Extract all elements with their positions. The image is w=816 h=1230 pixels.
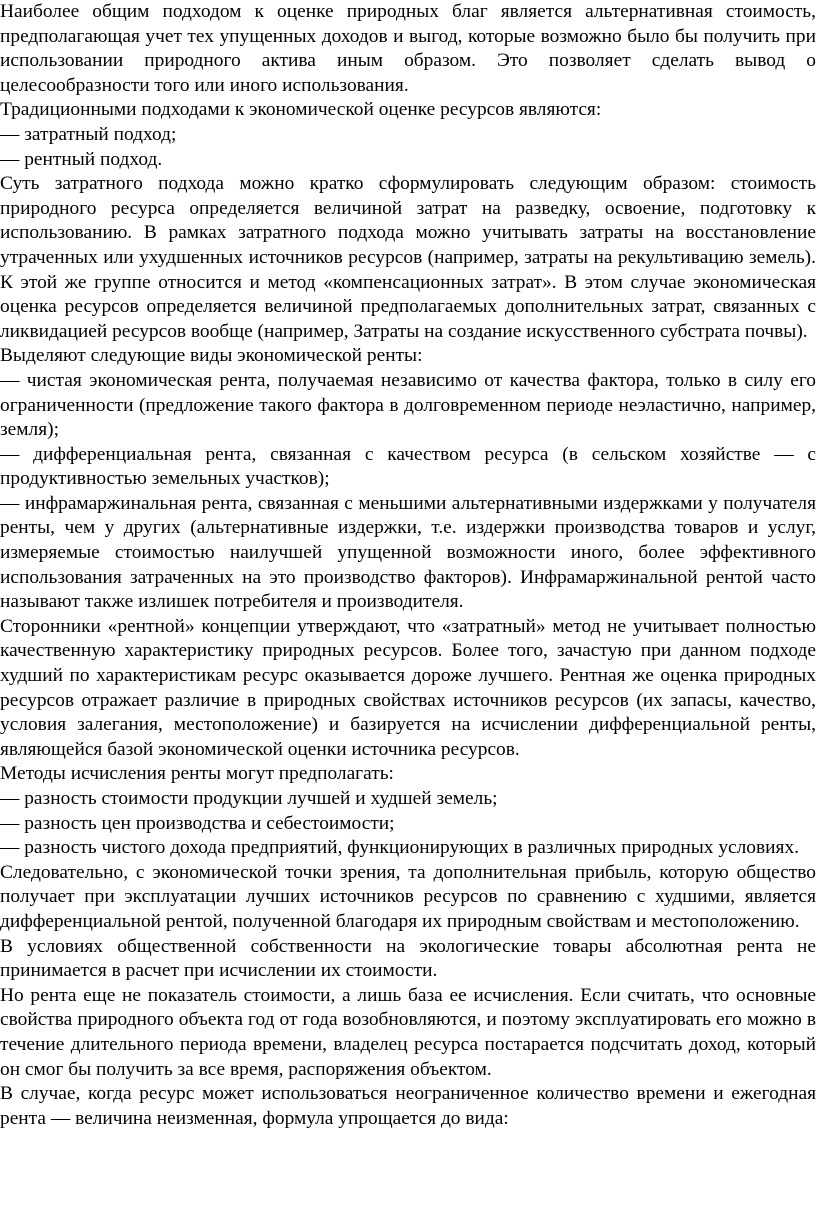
- paragraph-rent-types-intro: Выделяют следующие виды экономической ренты:: [0, 345, 423, 367]
- list-item-net-income-difference: — разность чистого дохода предприятий, функционирующих в различных природных условиях.: [0, 837, 799, 859]
- paragraph-rent-as-base: Но рента еще не показатель стоимости, а лишь база ее исчисления. Если считать, что основные свойства природного объекта год от года возобновляются, и поэтому эксплуатировать его можно в течение длительного периода времени, владелец ресурса постарается подсчитать доход, который он смог бы получить за все время, распоряжения объектом.: [0, 984, 816, 1080]
- paragraph-formula-intro: В случае, когда ресурс может использоваться неограниченное количество времени и ежегодная рента — величина неизменная, формула упрощается до вида:: [0, 1083, 816, 1129]
- list-item-cost-approach: — затратный подход;: [0, 123, 177, 145]
- paragraph-additional-profit: Следовательно, с экономической точки зрения, та дополнительная прибыль, которую общество получает при эксплуатации лучших источников ресурсов по сравнению с худшими, является дифференциальной рентой, полученной благодаря их природным свойствам и местоположению.: [0, 861, 816, 932]
- list-item-pure-rent: — чистая экономическая рента, получаемая независимо от качества фактора, только в силу его ограниченности (предложение такого фактора в долговременном периоде неэластично, например, земля);: [0, 369, 816, 441]
- paragraph-cost-approach-essence: Суть затратного подхода можно кратко сформулировать следующим образом: стоимость природного ресурса определяется величиной затрат на разведку, освоение, подготовку к использованию. В рамках затратного подхода можно учитывать затраты на восстановление утраченных или ухудшенных источников ресурсов (например, затраты на рекультивацию земель). К этой же группе относится и метод «компенсационных затрат». В этом случае экономическая оценка ресурсов определяется величиной предполагаемых дополнительных затрат, связанных с ликвидацией ресурсов вообще (например, Затраты на создание искусственного субстрата почвы).: [0, 173, 816, 342]
- list-item-differential-rent: — дифференциальная рента, связанная с качеством ресурса (в сельском хозяйстве — с продуктивностью земельных участков);: [0, 443, 816, 490]
- list-item-land-cost-difference: — разность стоимости продукции лучшей и худшей земель;: [0, 788, 498, 809]
- list-item-rent-approach: — рентный подход.: [0, 148, 163, 170]
- paragraph-rent-methods-intro: Методы исчисления ренты могут предполагать:: [0, 763, 394, 785]
- list-item-inframarginal-rent: — инфрамаржинальная рента, связанная с меньшими альтернативными издержками у получателя ренты, чем у других (альтернативные издержки, т.е. издержки производства товаров и услуг, измеряемые стоимостью наилучшей упущенной возможности иного, более эффективного использования затраченных на это производство факторов). Инфрамаржинальной рентой часто называют также излишек потребителя и производителя.: [0, 492, 816, 613]
- paragraph-rent-concept-supporters: Сторонники «рентной» концепции утверждают, что «затратный» метод не учитывает полностью качественную характеристику природных ресурсов. Более того, зачастую при данном подходе худший по характеристикам ресурс оказывается дороже лучшего. Рентная же оценка природных ресурсов отражает различие в природных свойствах источников ресурсов (их запасы, качество, условия залегания, местоположение) и базируется на исчислении дифференциальной ренты, являющейся базой экономической оценки источника ресурсов.: [0, 615, 816, 760]
- paragraph-traditional-approaches: Традиционными подходами к экономической оценке ресурсов являются:: [0, 99, 602, 121]
- paragraph-public-ownership: В условиях общественной собственности на экологические товары абсолютная рента не принимается в расчет при исчислении их стоимости.: [0, 935, 816, 982]
- paragraph-alternative-cost: Наиболее общим подходом к оценке природных благ является альтернативная стоимость, предполагающая учет тех упущенных доходов и выгод, которые возможно было бы получить при использовании природного актива иным образом. Это позволяет сделать вывод о целесообразности того или иного использования.: [0, 1, 816, 96]
- list-item-price-cost-difference: — разность цен производства и себестоимости;: [0, 812, 395, 834]
